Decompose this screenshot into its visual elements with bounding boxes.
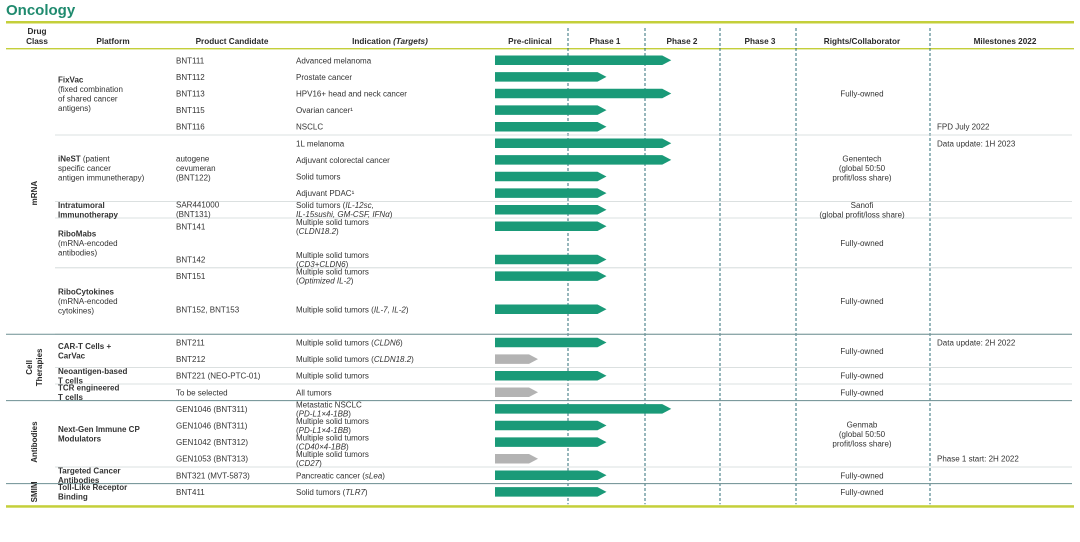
indication-text: ): [350, 276, 354, 286]
pipeline-bar: [495, 371, 607, 381]
product-label: GEN1042 (BNT312): [176, 438, 249, 448]
indication-label: [296, 156, 390, 165]
platform-text: antibodies): [58, 248, 98, 258]
platform-name: [58, 229, 97, 238]
platform-text: Immunotherapy: [58, 210, 119, 220]
header-phase3: Phase 3: [744, 37, 776, 46]
indication-label: [296, 251, 369, 260]
product-label: BNT211: [176, 338, 205, 348]
indication-text: ): [319, 459, 322, 469]
indication-text: ): [400, 338, 403, 348]
indication-label: [296, 123, 323, 132]
indication-text: ): [348, 426, 351, 435]
indication-label: [296, 227, 339, 236]
rights-label: Fully-owned: [840, 471, 884, 481]
header-phase2: Phase 2: [666, 37, 698, 46]
pipeline-bar: [495, 471, 607, 481]
indication-label: [296, 372, 369, 381]
indication-text: Optimized IL-2: [298, 276, 351, 286]
product-group-label: cevumeran: [176, 164, 216, 174]
product-group-label: (BNT122): [176, 173, 211, 183]
indication-text: (: [296, 276, 299, 286]
indication-label: [296, 73, 352, 82]
indication-text: Multiple solid tumors (: [296, 338, 374, 348]
indication-text: Multiple solid tumors: [296, 417, 369, 426]
product-label: BNT411: [176, 487, 205, 497]
indication-text: IL-7, IL-2: [373, 305, 406, 315]
indication-text: Adjuvant colorectal cancer: [296, 155, 390, 165]
indication-label: [296, 139, 345, 148]
product-label: BNT115: [176, 106, 205, 116]
header-drug-class-1: Drug: [27, 27, 47, 36]
indication-text: Multiple solid tumors: [296, 450, 369, 460]
header-drug-class-2: Class: [26, 37, 48, 46]
indication-label: [296, 173, 340, 182]
product-label: BNT141: [176, 222, 206, 232]
indication-text: (: [296, 260, 299, 269]
drug-class-cell-therapies: [25, 348, 44, 386]
platform-text: (patient: [80, 154, 110, 164]
indication-label: [296, 106, 353, 115]
indication-text: ): [345, 260, 349, 269]
indication-text: TLR7: [345, 487, 365, 497]
platform-name: [58, 94, 118, 103]
platform-text: TCR engineered: [58, 383, 120, 393]
drug-class-label: Therapies: [35, 348, 44, 387]
indication-label: [296, 268, 369, 277]
pipeline-bar: [495, 454, 538, 464]
indication-text: Pancreatic cancer (: [296, 471, 365, 481]
indication-text: Multiple solid tumors: [296, 433, 369, 443]
platform-name: [58, 493, 88, 502]
platform-text: iNeST: [58, 154, 81, 164]
indication-label: [296, 400, 362, 409]
platform-text: Modulators: [58, 434, 102, 444]
drug-class-label: SMIM: [30, 481, 39, 503]
product-label: SAR441000: [176, 200, 220, 210]
pipeline-bar: [495, 72, 607, 82]
indication-text: ): [348, 409, 351, 419]
drug-class-antibodies: [30, 421, 39, 463]
header-indication-targets: (Targets): [393, 37, 428, 46]
platform-text: RiboMabs: [58, 229, 97, 239]
pipeline-bar: [495, 122, 607, 132]
indication-text: (: [296, 226, 299, 236]
indication-text: Multiple solid tumors: [296, 217, 369, 227]
platform-text: Neoantigen-based: [58, 366, 128, 376]
pipeline-bar: [495, 222, 607, 232]
indication-text: Adjuvant PDAC¹: [296, 189, 355, 199]
product-label: BNT112: [176, 72, 205, 82]
platform-text: CarVac: [58, 351, 86, 361]
indication-text: Solid tumors: [296, 172, 341, 182]
indication-text: (: [296, 426, 299, 435]
indication-text: Multiple solid tumors (: [296, 355, 374, 365]
pipeline-bar: [495, 338, 607, 348]
platform-name: [58, 367, 127, 376]
indication-text: CLDN18.2: [373, 355, 412, 365]
indication-label: [296, 450, 369, 459]
platform-name: [58, 248, 97, 257]
pipeline-bar: [495, 404, 671, 414]
platform-text: specific cancer: [58, 164, 111, 174]
indication-text: CLDN6: [373, 338, 401, 348]
product-label: GEN1046 (BNT311): [176, 404, 248, 414]
indication-label: [296, 90, 407, 99]
milestone-label: FPD July 2022: [937, 122, 990, 132]
milestone-label: Phase 1 start: 2H 2022: [937, 454, 1019, 464]
indication-text: CD40×4-1BB: [298, 442, 347, 452]
indication-text: ): [336, 226, 339, 236]
platform-name: [58, 164, 111, 173]
product-label: BNT221 (NEO-PTC-01): [176, 371, 261, 381]
platform-text: (mRNA-encoded: [58, 238, 118, 248]
header-platform: Platform: [96, 37, 130, 46]
indication-text: ): [389, 210, 393, 220]
platform-name: [58, 352, 86, 361]
indication-label: [296, 201, 374, 210]
indication-text: PD-L1×4-1BB: [298, 426, 349, 435]
indication-text: ): [346, 442, 349, 452]
rights-label: profit/loss share): [832, 173, 892, 183]
indication-text: Ovarian cancer¹: [296, 106, 353, 116]
indication-text: Advanced melanoma: [296, 56, 372, 66]
platform-text: Next-Gen Immune CP: [58, 425, 140, 435]
indication-label: [296, 218, 369, 227]
table-body: [25, 56, 1019, 503]
platform-text: (mRNA-encoded: [58, 297, 118, 306]
header-milestones: Milestones 2022: [973, 37, 1037, 46]
indication-text: Multiple solid tumors: [296, 371, 369, 381]
indication-text: Prostate cancer: [296, 72, 353, 82]
rights-label: (global 50:50: [838, 429, 886, 439]
rights-label: Fully-owned: [840, 89, 884, 99]
indication-label: [296, 355, 414, 364]
pipeline-bar: [495, 188, 607, 198]
indication-text: 1L melanoma: [296, 139, 345, 149]
header-product: Product Candidate: [195, 37, 269, 46]
indication-text: sLea: [364, 471, 383, 481]
header-rule: [6, 48, 1074, 49]
platform-name: [58, 307, 94, 316]
pipeline-bar: [495, 56, 671, 66]
product-label: BNT151: [176, 272, 206, 282]
platform-name: [58, 384, 119, 393]
drug-class-label: mRNA: [30, 180, 39, 206]
product-label: GEN1053 (BNT313): [176, 454, 249, 464]
indication-text: IL-12sc,: [345, 201, 374, 211]
indication-label: [296, 388, 332, 397]
header-preclinical: Pre-clinical: [508, 37, 552, 46]
product-label: GEN1046 (BNT311): [176, 421, 248, 431]
platform-name: [58, 85, 123, 94]
pipeline-bar: [495, 89, 671, 99]
indication-label: [296, 471, 385, 480]
platform-text: T cells: [58, 376, 83, 386]
product-label: BNT212: [176, 355, 206, 365]
indication-text: HPV16+ head and neck cancer: [296, 89, 407, 99]
indication-text: (: [296, 442, 299, 452]
header-phase1: Phase 1: [589, 37, 621, 46]
pipeline-bar: [495, 437, 607, 447]
platform-text: antigens): [58, 103, 91, 113]
table-header: [26, 27, 1037, 46]
drug-class-smim: [30, 481, 39, 502]
indication-label: [296, 434, 369, 443]
platform-text: T cells: [58, 393, 83, 403]
pipeline-bar: [495, 139, 671, 149]
indication-text: IL-15sushi, GM-CSF, IFNα: [296, 210, 390, 220]
rights-label: Genentech: [842, 154, 882, 164]
platform-text: (fixed combination: [58, 84, 123, 94]
product-label: BNT116: [176, 122, 205, 132]
pipeline-bar: [495, 305, 607, 315]
platform-text: Targeted Cancer: [58, 466, 121, 476]
platform-name: [58, 467, 121, 476]
platform-text: of shared cancer: [58, 94, 118, 104]
indication-text: ): [411, 355, 414, 365]
rights-label: Sanofi: [850, 200, 874, 210]
indication-text: PD-L1×4-1BB: [298, 409, 349, 419]
top-rule: [6, 21, 1074, 24]
rights-label: Fully-owned: [840, 346, 884, 356]
product-label: BNT321 (MVT-5873): [176, 471, 250, 481]
header-rights: Rights/Collaborator: [823, 37, 901, 46]
rights-label: Genmab: [846, 420, 878, 430]
platform-name: [58, 288, 115, 297]
indication-text: (: [296, 409, 299, 419]
indication-text: Solid tumors (: [296, 201, 346, 211]
platform-name: [58, 297, 118, 306]
drug-class-mrna: [30, 181, 39, 206]
pipeline-bar: [495, 105, 607, 115]
drug-class-label: Cell: [25, 360, 34, 375]
platform-text: FixVac: [58, 75, 84, 85]
platform-name: [58, 435, 102, 444]
indication-label: [296, 189, 355, 198]
platform-name: [58, 239, 118, 248]
product-label: BNT142: [176, 255, 206, 265]
platform-name: [58, 342, 111, 351]
rights-label: (global 50:50: [838, 164, 886, 174]
rights-label: profit/loss share): [832, 439, 892, 449]
pipeline-bar: [495, 271, 607, 281]
product-label: BNT113: [176, 89, 205, 99]
platform-text: Binding: [58, 492, 88, 502]
rights-label: (global profit/loss share): [819, 210, 905, 220]
indication-text: (: [296, 459, 299, 469]
header-indication: [352, 37, 428, 46]
platform-name: [58, 155, 110, 164]
indication-text: ): [405, 305, 409, 315]
indication-text: Metastatic NSCLC: [296, 400, 362, 410]
indication-label: [296, 305, 409, 314]
rights-label: Fully-owned: [840, 238, 884, 248]
platform-text: Toll-Like Receptor: [58, 483, 128, 493]
milestone-label: Data update: 1H 2023: [937, 139, 1016, 149]
platform-text: CAR-T Cells +: [58, 342, 112, 352]
indication-label: [296, 417, 369, 426]
platform-text: RiboCytokines: [58, 287, 115, 297]
platform-name: [58, 425, 140, 434]
pipeline-bar: [495, 255, 607, 265]
product-label: BNT152, BNT153: [176, 305, 240, 315]
indication-text: CD27: [298, 459, 320, 469]
product-label: (BNT131): [176, 210, 211, 220]
bottom-rule: [6, 505, 1074, 508]
platform-name: [58, 210, 119, 219]
indication-text: Solid tumors (: [296, 487, 346, 497]
pipeline-bar: [495, 421, 607, 431]
rights-label: Fully-owned: [840, 297, 884, 306]
product-group-label: autogene: [176, 154, 210, 164]
platform-name: [58, 104, 91, 113]
platform-name: [58, 201, 105, 210]
indication-text: CD3+CLDN6: [298, 260, 346, 269]
indication-text: Multiple solid tumors: [296, 267, 369, 277]
platform-name: [58, 483, 127, 492]
indication-text: ): [382, 471, 385, 481]
indication-label: [296, 459, 322, 468]
pipeline-bar: [495, 354, 538, 364]
platform-name: [58, 393, 83, 402]
indication-text: Multiple solid tumors (: [296, 305, 374, 315]
page-title: Oncology: [6, 2, 76, 19]
indication-text: Multiple solid tumors: [296, 251, 369, 260]
indication-label: [296, 488, 368, 497]
indication-text: NSCLC: [296, 122, 324, 132]
rights-label: Fully-owned: [840, 371, 884, 381]
platform-text: antigen immunetherapy): [58, 173, 145, 183]
rights-label: Fully-owned: [840, 487, 884, 497]
indication-text: All tumors: [296, 388, 332, 398]
platform-text: Antibodies: [58, 476, 100, 486]
milestone-label: Data update: 2H 2022: [937, 338, 1016, 348]
product-label: To be selected: [176, 388, 228, 398]
platform-name: [58, 174, 145, 183]
indication-text: ): [364, 487, 368, 497]
platform-name: [58, 75, 84, 84]
pipeline-bar: [495, 388, 538, 398]
indication-label: [296, 277, 354, 286]
indication-label: [296, 56, 372, 65]
pipeline-bar: [495, 487, 607, 497]
platform-text: cytokines): [58, 306, 95, 316]
pipeline-bar: [495, 172, 607, 182]
indication-label: [296, 339, 403, 348]
product-label: BNT111: [176, 56, 205, 66]
platform-text: Intratumoral: [58, 200, 105, 210]
rights-label: Fully-owned: [840, 388, 884, 398]
drug-class-label: Antibodies: [30, 421, 39, 463]
pipeline-bar: [495, 205, 607, 215]
pipeline-bar: [495, 155, 671, 165]
header-indication-main: Indication: [352, 37, 391, 46]
indication-text: CLDN18.2: [298, 226, 337, 236]
